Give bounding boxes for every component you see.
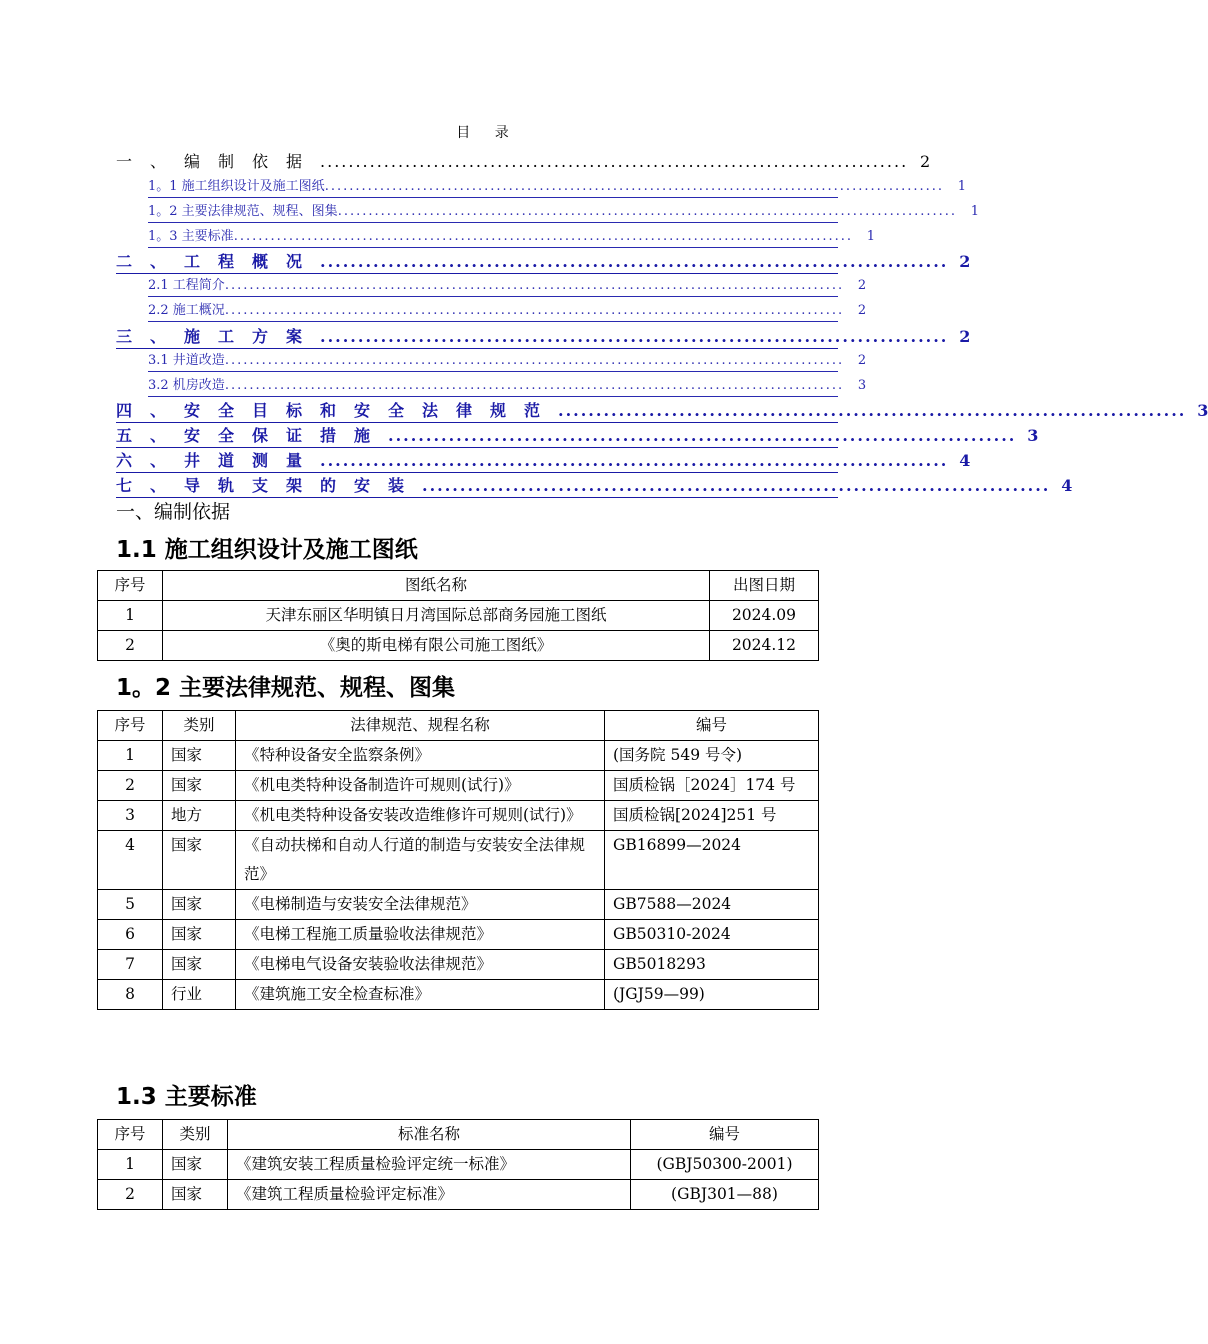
regulations-table: [97, 710, 819, 1010]
table-cell: 《电梯制造与安装安全法律规范》: [236, 890, 605, 920]
table-cell: (GBJ50300-2001): [631, 1150, 819, 1180]
table-row: [98, 771, 819, 801]
table-cell: 国家: [163, 890, 236, 920]
toc-entry-label: 五、安全保证措施: [116, 426, 389, 445]
table-row: [98, 741, 819, 771]
toc-leader: .....................................................................................................: [224, 353, 845, 368]
toc-leader: ...................................................................................: [320, 152, 909, 171]
toc-entry[interactable]: [148, 376, 867, 397]
table-cell: 2: [98, 631, 163, 661]
toc-entry-page: 1: [970, 204, 980, 219]
table-header-cell: 序号: [98, 571, 163, 601]
table-cell: 国质检锅［2024］174 号: [605, 771, 819, 801]
toc-leader: ...................................................................................: [320, 451, 949, 470]
toc-entry-page: 3: [1027, 426, 1039, 445]
table-cell: 2024.09: [710, 601, 819, 631]
toc-entry-label: 七、导轨支架的安装: [116, 476, 423, 495]
toc-entry[interactable]: [148, 351, 867, 372]
table-cell: 2024.12: [710, 631, 819, 661]
table-cell: GB16899—2024: [605, 831, 819, 890]
toc-entry-page: 1: [866, 229, 876, 244]
toc-leader: ...................................................................................: [388, 426, 1017, 445]
toc-entry-label: 3.1 井道改造: [148, 353, 225, 368]
toc-entry-page: 4: [1061, 476, 1073, 495]
table-cell: 2: [98, 1180, 163, 1210]
table-cell: 国家: [163, 831, 236, 890]
table-cell: 《奥的斯电梯有限公司施工图纸》: [163, 631, 710, 661]
toc-entry-label: 三、施工方案: [116, 327, 321, 346]
toc-entry[interactable]: [148, 227, 876, 248]
toc-entry-label: 1。2 主要法律规范、规程、图集: [148, 204, 338, 219]
table-cell: GB7588—2024: [605, 890, 819, 920]
toc-entry-label: 3.2 机房改造: [148, 378, 225, 393]
toc-entry-page: 1: [957, 179, 967, 194]
table-cell: 3: [98, 801, 163, 831]
toc-title: 目 录: [456, 125, 519, 141]
toc-entry-page: 3: [857, 378, 867, 393]
table-header-row: [98, 1120, 819, 1150]
table-header-cell: 出图日期: [710, 571, 819, 601]
toc-leader: .....................................................................................................: [224, 278, 845, 293]
table-cell: 7: [98, 950, 163, 980]
table-row: [98, 1180, 819, 1210]
toc-leader: ...................................................................................: [422, 476, 1051, 495]
toc-leader: .....................................................................................................: [233, 229, 854, 244]
toc-leader: ...................................................................................: [558, 401, 1187, 420]
toc-entry-label: 2.2 施工概况: [148, 303, 225, 318]
table-cell: 国家: [163, 771, 236, 801]
subsection-heading: 1。2 主要法律规范、规程、图集: [116, 675, 456, 701]
toc-leader: .....................................................................................................: [224, 378, 845, 393]
toc-entry[interactable]: [116, 151, 931, 173]
toc-leader: .....................................................................................................: [224, 303, 845, 318]
table-row: [98, 950, 819, 980]
toc-entry-label: 2.1 工程简介: [148, 278, 225, 293]
table-cell: 1: [98, 601, 163, 631]
toc-entry[interactable]: [148, 177, 967, 198]
table-row: [98, 890, 819, 920]
table-cell: 《机电类特种设备制造许可规则(试行)》: [236, 771, 605, 801]
table-row: [98, 801, 819, 831]
table-row: [98, 631, 819, 661]
toc-entry[interactable]: [116, 400, 1208, 423]
subsection-heading: 1.1 施工组织设计及施工图纸: [116, 537, 418, 563]
toc-entry[interactable]: [116, 425, 1039, 448]
toc-entry[interactable]: [148, 301, 867, 322]
toc-entry-page: 3: [1197, 401, 1208, 420]
table-header-row: [98, 711, 819, 741]
toc-entry-label: 1。3 主要标准: [148, 229, 234, 244]
table-cell: 4: [98, 831, 163, 890]
table-row: [98, 920, 819, 950]
table-header-cell: 类别: [163, 711, 236, 741]
table-header-cell: 序号: [98, 1120, 163, 1150]
table-cell: 国家: [163, 1180, 228, 1210]
table-cell: 6: [98, 920, 163, 950]
table-cell: GB5018293: [605, 950, 819, 980]
table-cell: 《建筑工程质量检验评定标准》: [228, 1180, 631, 1210]
table-cell: (GBJ301—88): [631, 1180, 819, 1210]
toc-entry[interactable]: [116, 251, 971, 274]
table-cell: 天津东丽区华明镇日月湾国际总部商务园施工图纸: [163, 601, 710, 631]
table-cell: (JGJ59—99): [605, 980, 819, 1010]
toc-entry-label: 六、井道测量: [116, 451, 321, 470]
table-header-cell: 编号: [605, 711, 819, 741]
toc-entry-page: 2: [959, 327, 971, 346]
toc-entry[interactable]: [116, 475, 1073, 498]
table-row: [98, 601, 819, 631]
table-cell: 地方: [163, 801, 236, 831]
toc-entry[interactable]: [116, 450, 971, 473]
table-cell: 行业: [163, 980, 236, 1010]
toc-entry-page: 2: [857, 353, 867, 368]
standards-table: [97, 1119, 819, 1210]
table-cell: GB50310-2024: [605, 920, 819, 950]
toc-entry[interactable]: [148, 276, 867, 297]
table-cell: 《建筑施工安全检查标准》: [236, 980, 605, 1010]
toc-entry-label: 一、编制依据: [116, 152, 321, 171]
table-cell: 《建筑安装工程质量检验评定统一标准》: [228, 1150, 631, 1180]
toc-leader: .....................................................................................................: [337, 204, 958, 219]
table-cell: 1: [98, 1150, 163, 1180]
table-cell: 国质检锅[2024]251 号: [605, 801, 819, 831]
toc-entry-page: 4: [959, 451, 971, 470]
table-cell: 5: [98, 890, 163, 920]
table-row: [98, 831, 819, 890]
toc-leader: ...................................................................................: [320, 327, 949, 346]
table-cell: 《机电类特种设备安装改造维修许可规则(试行)》: [236, 801, 605, 831]
table-cell: (国务院 549 号令): [605, 741, 819, 771]
table-cell: 8: [98, 980, 163, 1010]
toc-entry-label: 四、安全目标和安全法律规范: [116, 401, 559, 420]
table-row: [98, 980, 819, 1010]
table-header-cell: 类别: [163, 1120, 228, 1150]
table-cell: 《电梯电气设备安装验收法律规范》: [236, 950, 605, 980]
toc-entry-label: 1。1 施工组织设计及施工图纸: [148, 179, 325, 194]
table-cell: 国家: [163, 920, 236, 950]
table-cell: 1: [98, 741, 163, 771]
toc-entry[interactable]: [116, 326, 971, 349]
table-cell: 《电梯工程施工质量验收法律规范》: [236, 920, 605, 950]
toc-entry-label: 二、工程概况: [116, 252, 321, 271]
toc-entry-page: 2: [857, 278, 867, 293]
table-cell: 《特种设备安全监察条例》: [236, 741, 605, 771]
toc-entry-page: 2: [857, 303, 867, 318]
table-header-cell: 编号: [631, 1120, 819, 1150]
drawings-table: [97, 570, 819, 661]
toc-entry[interactable]: [148, 202, 980, 223]
table-header-cell: 序号: [98, 711, 163, 741]
table-header-cell: 法律规范、规程名称: [236, 711, 605, 741]
section-heading: 一、编制依据: [116, 501, 231, 523]
table-cell: 国家: [163, 741, 236, 771]
table-header-cell: 标准名称: [228, 1120, 631, 1150]
toc-leader: .....................................................................................................: [324, 179, 945, 194]
table-cell: 2: [98, 771, 163, 801]
toc-entry-page: 2: [959, 252, 971, 271]
toc-leader: ...................................................................................: [320, 252, 949, 271]
table-header-cell: 图纸名称: [163, 571, 710, 601]
toc-entry-page: 2: [919, 152, 931, 171]
table-cell: 《自动扶梯和自动人行道的制造与安装安全法律规范》: [236, 831, 605, 890]
table-cell: 国家: [163, 950, 236, 980]
table-cell: 国家: [163, 1150, 228, 1180]
table-row: [98, 1150, 819, 1180]
subsection-heading: 1.3 主要标准: [116, 1084, 257, 1110]
table-header-row: [98, 571, 819, 601]
